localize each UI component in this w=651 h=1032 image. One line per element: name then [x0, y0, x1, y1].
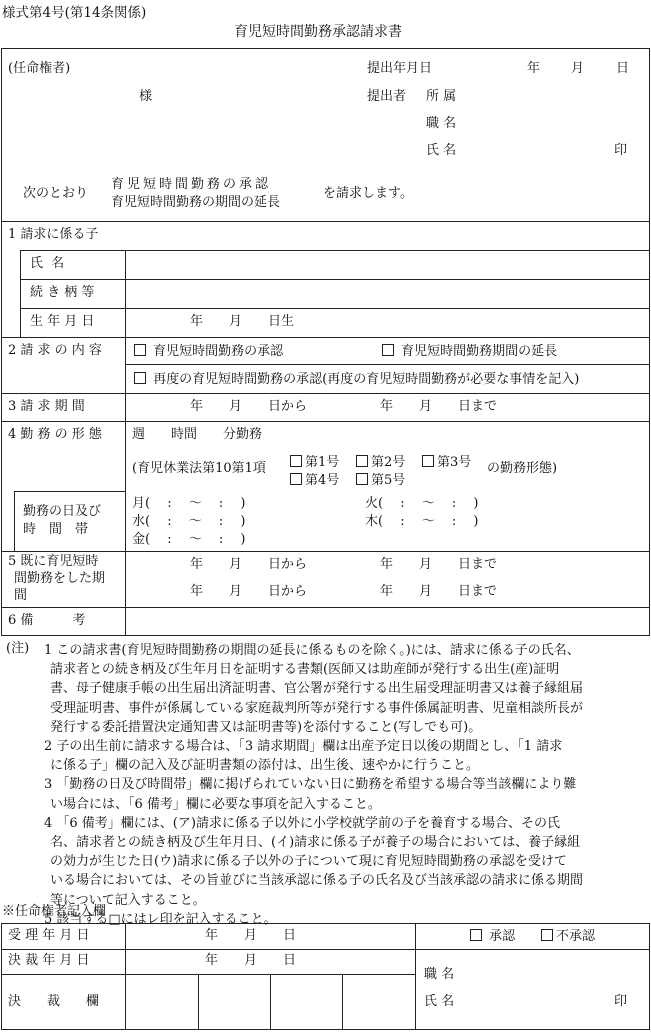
note-line: 受理証明書、事件が係属している家庭裁判所等が発行する事件係属証明書、児童相談所長が [50, 700, 584, 716]
relation-label: 続 き 柄 等 [30, 285, 95, 300]
sec2-option-b [382, 344, 557, 360]
note-line: 4 「6 備考」欄には、(ア)請求に係る子以外に小学校就学前の子を養育する場合、その氏 [44, 815, 560, 831]
sec5-to-1: 年 月 日まで [380, 557, 498, 572]
appointer-post-label: 職 名 [424, 967, 455, 982]
option-approval: 育児短時間勤務の承認 [111, 177, 272, 192]
option-extension: 育児短時間勤務の期間の延長 [111, 195, 281, 210]
checkbox-disapprove[interactable] [541, 929, 553, 941]
sec5-from-2: 年 月 日から [190, 584, 308, 599]
note-line: の効力が生じた日(ウ)請求に係る子以外の子について現に育児短時間勤務の承認を受けて [50, 854, 567, 870]
sec2-option-c-label: 再度の育児短時間勤務の承認(再度の育児短時間勤務が必要な事情を記入) [153, 372, 580, 387]
submit-day: 日 [616, 61, 630, 76]
decision-label: 決 裁 欄 [8, 994, 100, 1009]
schedule-label-1: 勤務の日及び [23, 504, 102, 519]
note-line: い場合には、「6 備考」欄に必要な事項を記入すること。 [50, 796, 381, 812]
birth-label: 生 年 月 日 [30, 314, 95, 329]
checkbox-type-2[interactable] [356, 455, 368, 467]
sec3-to: 年 月 日まで [380, 399, 498, 414]
checkbox-approval[interactable] [134, 344, 146, 356]
submit-date-label: 提出年月日 [367, 61, 433, 76]
sec4-label: 4 勤 務 の 形 態 [8, 427, 102, 442]
schedule-friday: 金( : 〜 : ) [132, 532, 246, 547]
schedule-wednesday: 水( : 〜 : ) [132, 514, 246, 529]
schedule-thursday: 木( : 〜 : ) [365, 514, 479, 529]
work-type-4-label: 第4号 [305, 473, 340, 488]
submitter-label: 提出者 [367, 89, 407, 104]
note-line: 名、請求者との続き柄及び生年月日、(イ)請求に係る子が養子の場合においては、養子縁組 [50, 835, 581, 850]
schedule-monday: 月( : 〜 : ) [132, 496, 246, 511]
weekly-hours: 週 時間 分勤務 [132, 427, 263, 442]
disapprove-option [541, 929, 595, 945]
work-type-5 [356, 473, 405, 489]
sec5-to-2: 年 月 日まで [380, 584, 498, 599]
sec5-label-2: 間勤務をした期 [14, 571, 106, 586]
work-type-2-label: 第2号 [371, 455, 406, 470]
sec6-label: 6 備 考 [8, 613, 86, 628]
note-line: 2 子の出生前に請求する場合は、「3 請求期間」欄は出産予定日以後の期間とし、「1 請求 [44, 739, 563, 754]
work-type-3-label: 第3号 [437, 455, 472, 470]
checkbox-type-1[interactable] [290, 455, 302, 467]
form-number: 様式第4号(第14条関係) [2, 5, 147, 21]
approve-option [470, 929, 515, 945]
request-form-table [1, 48, 650, 636]
sec5-label-1: 5 既に育児短時 [8, 554, 99, 569]
page-title: 育児短時間勤務承認請求書 [234, 24, 402, 40]
notes-head: (注) [6, 641, 30, 656]
sec1-title: 1 請求に係る子 [8, 227, 99, 242]
birth-value: 年 月 日生 [190, 314, 295, 329]
request-label: を請求します。 [323, 186, 413, 201]
checkbox-reapproval[interactable] [134, 372, 146, 384]
disapprove-label: 不承認 [556, 929, 596, 944]
work-type-5-label: 第5号 [371, 473, 406, 488]
sama-label: 様 [139, 89, 153, 104]
sec5-label-3: 間 [14, 588, 28, 603]
note-line: 等について記入すること。 [50, 892, 206, 908]
note-line: 書、母子健康手帳の出生届出済証明書、官公署が発行する出生届受理証明書又は養子縁組届 [50, 681, 584, 697]
work-type-2 [356, 455, 405, 471]
sec2-label: 2 請 求 の 内 容 [8, 343, 102, 358]
next-label: 次のとおり [23, 186, 89, 201]
form-suffix: の勤務形態) [487, 461, 558, 476]
note-line: に係る子」欄の記入及び証明書類の添付は、出生後、速やかに行うこと。 [50, 758, 480, 774]
schedule-tuesday: 火( : 〜 : ) [365, 496, 479, 511]
note-line: 請求者との続き柄及び生年月日を証明する書類(医師又は助産師が発行する出生(産)証明 [50, 662, 560, 678]
checkbox-type-5[interactable] [356, 473, 368, 485]
note-line: 5 該当する□にはレ印を記入すること。 [44, 911, 277, 927]
appointer-seal: 印 [614, 994, 628, 1009]
name-label: 氏 名 [426, 143, 457, 158]
receipt-date-label: 受 理 年 月 日 [8, 928, 90, 943]
sec3-label: 3 請 求 期 間 [8, 399, 85, 414]
checkbox-type-3[interactable] [422, 455, 434, 467]
work-type-4 [290, 473, 339, 489]
sec2-option-c [134, 372, 579, 388]
note-line: いる場合においては、その旨並びに当該承認に係る子の氏名及び当該承認の請求に係る期間 [50, 873, 584, 889]
schedule-label-2: 時 間 帯 [23, 522, 89, 537]
work-type-3 [422, 455, 471, 471]
decision-date-label: 決 裁 年 月 日 [8, 953, 90, 968]
decision-date-value: 年 月 日 [205, 953, 297, 968]
note-line: 3 「勤務の日及び時間帯」欄に掲げられていない日に勤務を希望する場合等当該欄により難 [44, 777, 577, 793]
submit-month: 月 [571, 61, 585, 76]
appointer-name-label: 氏 名 [424, 994, 455, 1009]
note-line: 1 この請求書(育児短時間勤務の期間の延長に係るものを除く。)には、請求に係る子の氏名、 [44, 643, 580, 658]
appointer-section-title: ※任命権者記入欄 [2, 904, 107, 919]
sec2-option-a-label: 育児短時間勤務の承認 [153, 344, 284, 359]
checkbox-approve[interactable] [470, 929, 482, 941]
seal-mark: 印 [614, 143, 628, 158]
checkbox-type-4[interactable] [290, 473, 302, 485]
affiliation-label: 所 属 [426, 89, 457, 104]
child-name-label: 氏 名 [30, 256, 67, 271]
appointer-label: (任命権者) [8, 61, 71, 76]
sec2-option-b-label: 育児短時間勤務期間の延長 [401, 344, 558, 359]
work-type-1 [290, 455, 339, 471]
receipt-date-value: 年 月 日 [205, 928, 297, 943]
approve-label: 承認 [489, 929, 516, 944]
sec5-from-1: 年 月 日から [190, 557, 308, 572]
law-reference: (育児休業法第10第1項 [132, 461, 266, 476]
note-line: 発行する委託措置決定通知書又は証明書等)を添付すること(写しでも可)。 [50, 719, 482, 735]
sec3-from: 年 月 日から [190, 399, 308, 414]
submit-year: 年 [527, 61, 541, 76]
work-type-1-label: 第1号 [305, 455, 340, 470]
checkbox-extension[interactable] [382, 344, 394, 356]
post-label: 職 名 [426, 116, 457, 131]
sec2-option-a [134, 344, 283, 360]
